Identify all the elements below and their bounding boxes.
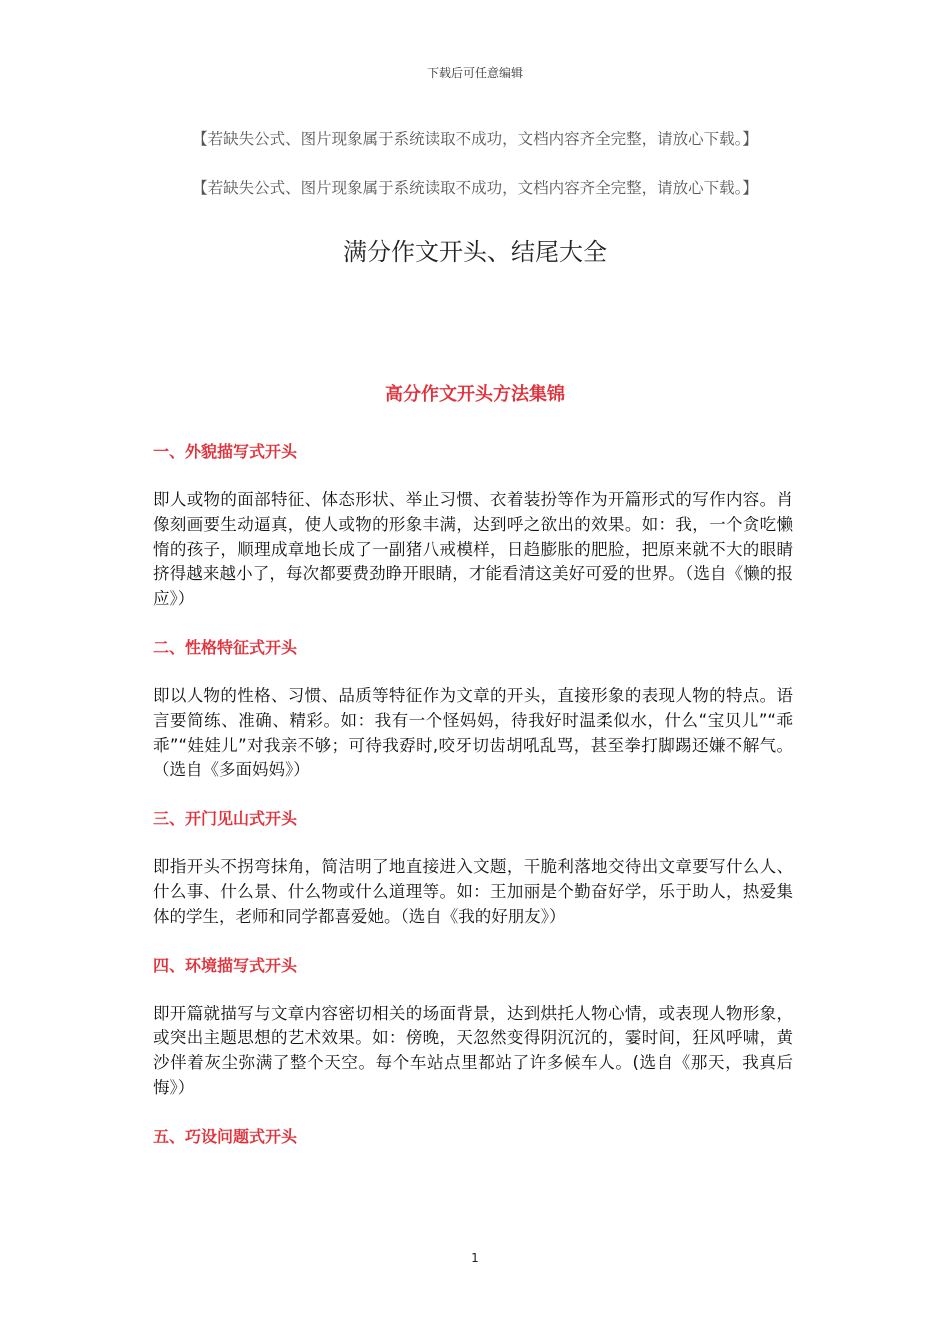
notice-line: 【若缺失公式、图片现象属于系统读取不成功，文档内容齐全完整，请放心下载。】 <box>192 179 758 197</box>
item-heading: 一、外貌描写式开头 <box>153 442 298 461</box>
document-title: 满分作文开头、结尾大全 <box>343 238 607 266</box>
page-number: 1 <box>471 1251 479 1265</box>
content <box>153 440 793 1173</box>
item-body: 即开篇就描写与文章内容密切相关的场面背景，达到烘托人物心情，或表现人物形象，或突出主题思想的艺术效果。如：傍晚，天忽然变得阴沉沉的，霎时间，狂风呼啸，黄沙伴着灰尘弥满了整个天空。每个车站点里都站了许多候车人。(选自《那天，我真后悔》） <box>153 1003 793 1097</box>
item-body: 即人或物的面部特征、体态形状、举止习惯、衣着装扮等作为开篇形式的写作内容。肖像刻画要生动逼真，使人或物的形象丰满，达到呼之欲出的效果。如：我，一个贪吃懒惰的孩子，顺理成章地长成了一副猪八戒模样，日趋膨胀的肥脸，把原来就不大的眼睛挤得越来越小了，每次都要费劲睁开眼睛，才能看清这美好可爱的世界。（选自《懒的报应》） <box>153 490 793 609</box>
item-heading: 二、性格特征式开头 <box>153 637 298 657</box>
item-heading: 四、环境描写式开头 <box>153 955 298 975</box>
notice-line: 【若缺失公式、图片现象属于系统读取不成功，文档内容齐全完整，请放心下载。】 <box>192 130 758 148</box>
section-title: 高分作文开头方法集锦 <box>385 384 565 405</box>
item-heading: 三、开门见山式开头 <box>153 809 298 829</box>
item-body: 即以人物的性格、习惯、品质等特征作为文章的开头，直接形象的表现人物的特点。语言要简练、准确、精彩。如：我有一个怪妈妈，待我好时温柔似水，什么“宝贝儿”“乖乖”“娃娃儿”对我亲不够；可待我孬时,咬牙切齿胡吼乱骂，甚至拳打脚踢还嫌不解气。（选自《多面妈妈》） <box>153 685 793 780</box>
item-body: 即指开头不拐弯抹角，简洁明了地直接进入文题，干脆利落地交待出文章要写什么人、什么事、什么景、什么物或什么道理等。如：王加丽是个勤奋好学，乐于助人，热爱集体的学生，老师和同学都喜爱她。（选自《我的好朋友》） <box>153 857 793 926</box>
item-heading: 五、巧设问题式开头 <box>153 1126 298 1146</box>
header-note: 下载后可任意编辑 <box>426 66 523 80</box>
